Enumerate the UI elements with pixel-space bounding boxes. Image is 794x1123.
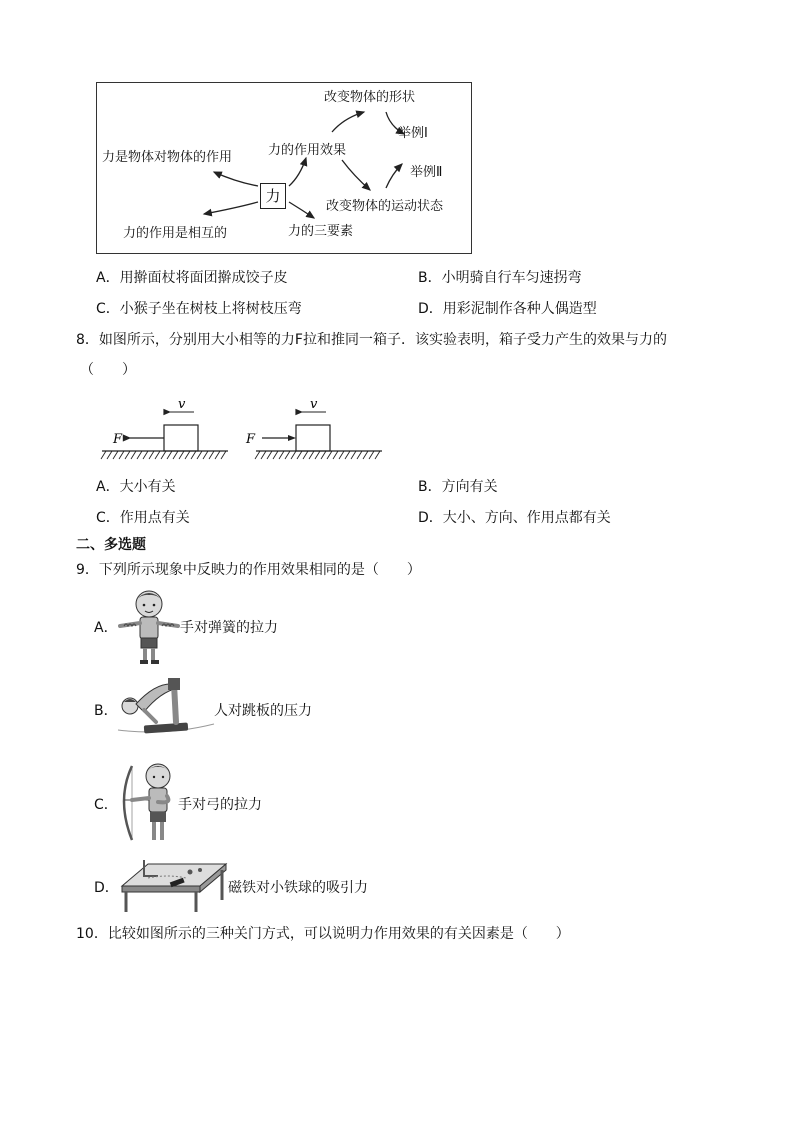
q8-stem: 8．如图所示，分别用大小相等的力F拉和推同一箱子．该实验表明，箱子受力产生的效果与力的: [76, 332, 667, 348]
concept-example2: 举例Ⅱ: [410, 165, 443, 180]
q9-option-b-letter: B．: [94, 703, 118, 719]
q8-right-v-label: v: [310, 397, 318, 412]
q8-right-f-label: F: [246, 432, 256, 447]
concept-three-elements: 力的三要素: [288, 224, 354, 239]
q9-option-c-text: 手对弓的拉力: [178, 797, 262, 813]
concept-shape: 改变物体的形状: [324, 90, 416, 105]
q9-option-a-text: 手对弹簧的拉力: [180, 620, 278, 636]
q9-option-d-letter: D．: [94, 880, 119, 896]
q8-option-c: C．作用点有关: [96, 510, 190, 526]
q9-option-a-letter: A．: [94, 620, 118, 636]
q10-stem: 10．比较如图所示的三种关门方式，可以说明力作用效果的有关因素是（ ）: [76, 926, 570, 942]
q9-option-d-text: 磁铁对小铁球的吸引力: [228, 880, 368, 896]
concept-mutual: 力的作用是相互的: [123, 226, 228, 241]
q7-option-a: A．用擀面杖将面团擀成饺子皮: [96, 270, 288, 286]
q8-option-a: A．大小有关: [96, 479, 176, 495]
diving-board-image: [116, 674, 216, 740]
magnet-ball-image: [118, 856, 228, 914]
q8-left-diagram: [101, 397, 228, 459]
boy-bow-image: [118, 760, 180, 846]
section-title-multiple-choice: 二、多选题: [76, 537, 146, 553]
concept-motion: 改变物体的运动状态: [326, 199, 444, 214]
q9-option-c-letter: C．: [94, 797, 118, 813]
q8-left-f-label: F: [113, 432, 123, 447]
q8-option-d: D．大小、方向、作用点都有关: [418, 510, 611, 526]
q8-bracket: （ ）: [80, 362, 136, 378]
q8-right-diagram: [245, 397, 382, 459]
boy-spring-image: [116, 586, 182, 666]
q7-option-d: D．用彩泥制作各种人偶造型: [418, 301, 597, 317]
q7-option-b: B．小明骑自行车匀速拐弯: [418, 270, 582, 286]
q9-stem: 9．下列所示现象中反映力的作用效果相同的是（ ）: [76, 562, 421, 578]
concept-example1: 举例Ⅰ: [398, 126, 428, 141]
q7-option-c: C．小猴子坐在树枝上将树枝压弯: [96, 301, 302, 317]
q8-option-b: B．方向有关: [418, 479, 498, 495]
concept-effect: 力的作用效果: [268, 143, 347, 158]
concept-definition: 力是物体对物体的作用: [102, 150, 233, 165]
force-center-box: 力: [260, 183, 286, 209]
q9-option-b-text: 人对跳板的压力: [214, 703, 312, 719]
q8-left-v-label: v: [178, 397, 186, 412]
q8-figure: [100, 392, 390, 462]
